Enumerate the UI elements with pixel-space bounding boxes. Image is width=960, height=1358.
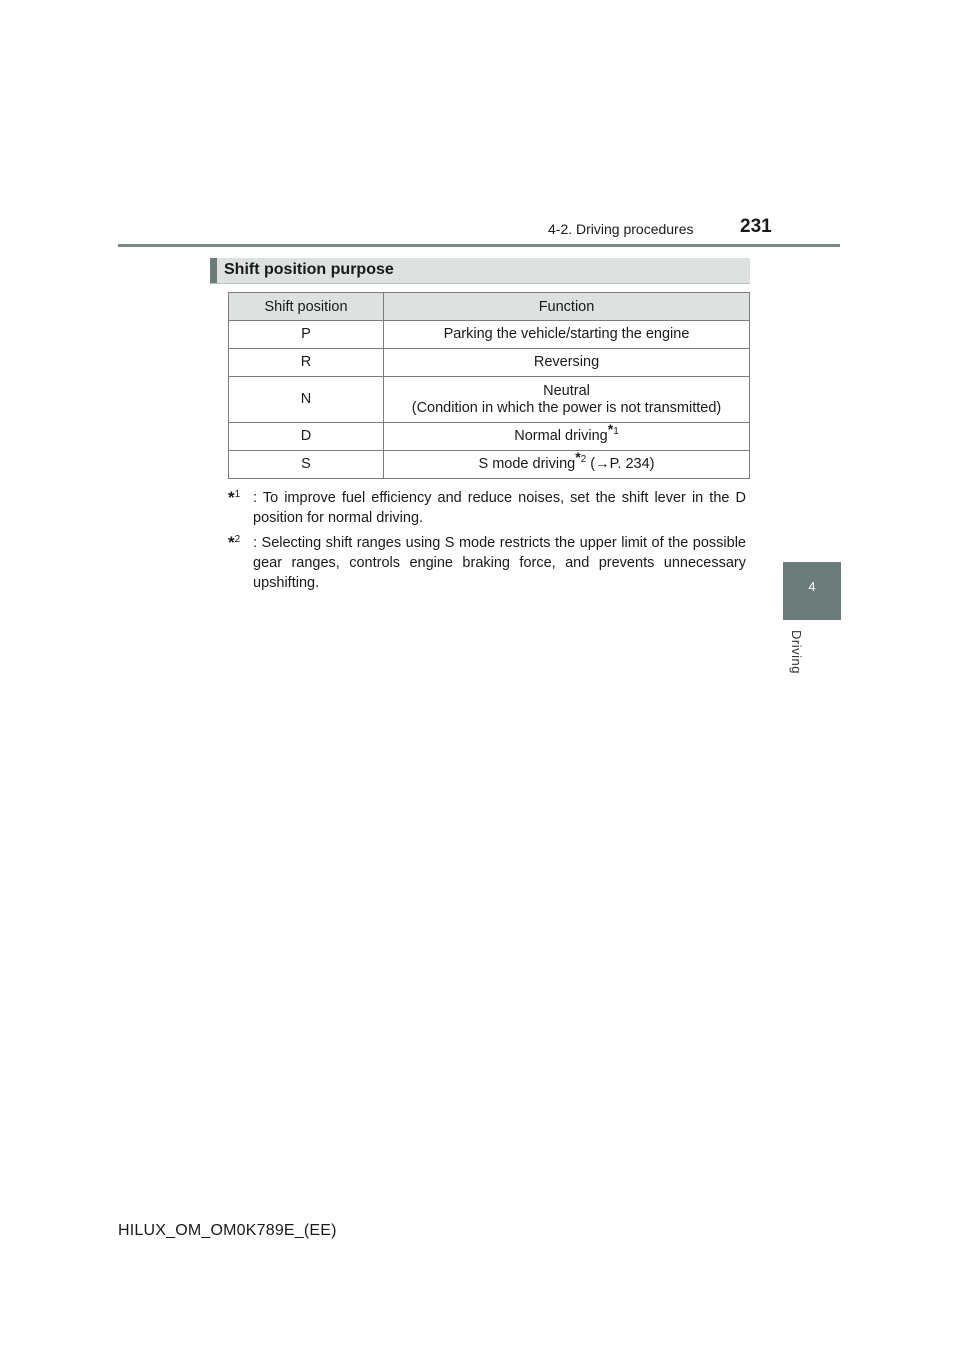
cell-function (384, 451, 750, 479)
cell-position: N (229, 377, 384, 423)
cell-function-line: Neutral (543, 382, 590, 399)
cell-function-text: S mode driving (478, 456, 576, 472)
cell-position: R (229, 349, 384, 377)
shift-position-table (228, 292, 750, 479)
footnote-ref: *2 (575, 449, 587, 466)
cell-position: P (229, 321, 384, 349)
cell-function: Reversing (384, 349, 750, 377)
header-function: Function (384, 293, 750, 321)
cell-function-line: (Condition in which the power is not transmitted) (411, 399, 722, 416)
cell-function (384, 377, 750, 423)
footnote-text: : To improve fuel efficiency and reduce noises, set the shift lever in the D position for normal driving. (253, 490, 746, 526)
cell-position: D (229, 423, 384, 451)
table-header-row (229, 293, 750, 321)
table-row (229, 423, 750, 451)
cell-function: Parking the vehicle/starting the engine (384, 321, 750, 349)
footnote-mark: *$^1$ (228, 488, 241, 507)
section-heading (210, 258, 750, 284)
page-reference: (→P. 234) (590, 456, 655, 472)
footnote (228, 533, 746, 593)
footnote-mark: *$^2$ (228, 533, 241, 552)
section-heading-bar (210, 258, 217, 283)
footer-doc-code: HILUX_OM_OM0K789E_(EE) (118, 1222, 337, 1239)
footnote-ref-number: 2 (580, 454, 587, 466)
table-row (229, 377, 750, 423)
cell-function-text: Normal driving (514, 428, 608, 444)
chapter-number: 4 (808, 579, 816, 594)
header-section-title: 4-2. Driving procedures (548, 221, 694, 237)
chapter-tab (783, 562, 841, 620)
footnote (228, 488, 746, 528)
table-row (229, 451, 750, 479)
cell-function (384, 423, 750, 451)
header-shift-position: Shift position (229, 293, 384, 321)
header-rule (118, 244, 840, 247)
table-row (229, 349, 750, 377)
footnote-ref: *1 (607, 421, 619, 438)
chapter-label: Driving (789, 630, 804, 674)
table-row (229, 321, 750, 349)
page-number: 231 (740, 216, 772, 237)
footnote-text: : Selecting shift ranges using S mode restricts the upper limit of the possible gear ranges, controls engine braking force, and prevents unnecessary upshifting. (253, 535, 746, 591)
cell-position: S (229, 451, 384, 479)
section-title: Shift position purpose (224, 261, 394, 278)
footnote-ref-number: 1 (613, 426, 619, 438)
